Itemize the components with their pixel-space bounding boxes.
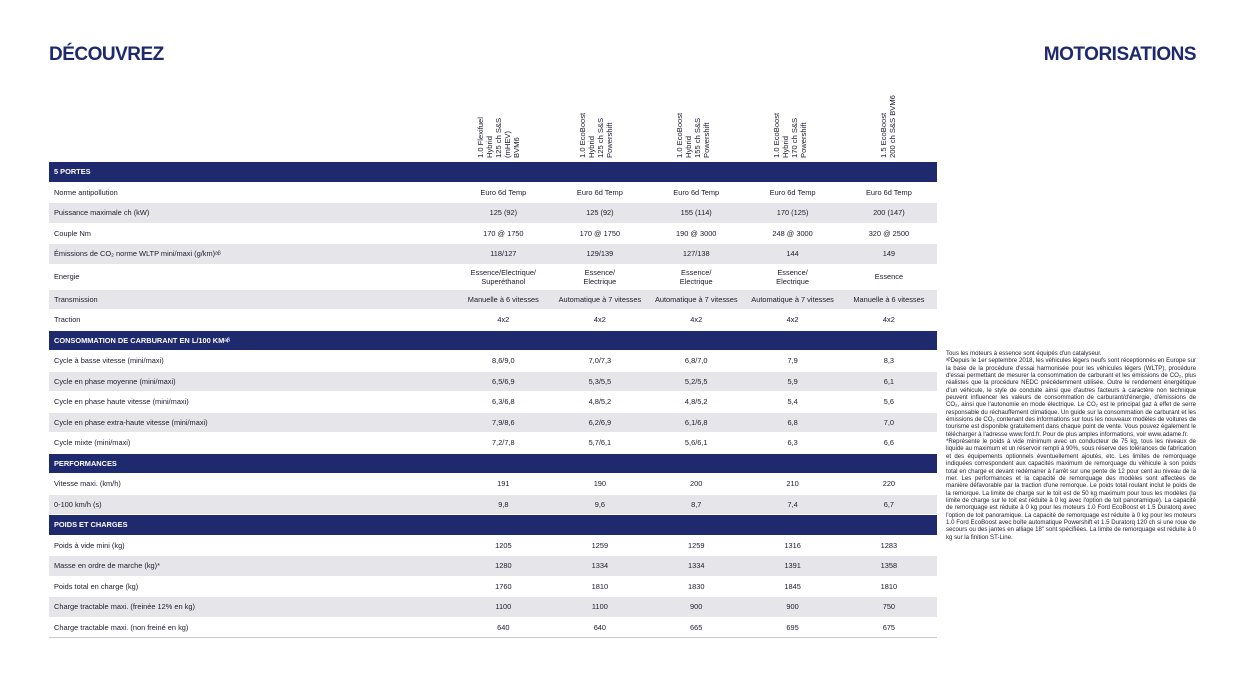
table-row (49, 264, 937, 289)
section-title: POIDS ET CHARGES (49, 515, 937, 536)
cell-value: 6,2/6,9 (552, 412, 648, 433)
cell-value: 8,3 (841, 351, 937, 372)
table-row (49, 617, 937, 638)
cell-value: Automatique à 7 vitesses (648, 289, 744, 310)
cell-value: 118/127 (455, 244, 552, 265)
cell-value: 6,1 (841, 371, 937, 392)
row-label: 0-100 km/h (s) (49, 494, 455, 515)
cell-value: 155 (114) (648, 203, 744, 224)
cell-value: 1205 (455, 535, 552, 556)
table-row (49, 556, 937, 577)
row-label: Émissions de CO₂ norme WLTP mini/maxi (g/km)ᵃᵝ (49, 244, 455, 265)
cell-value: Euro 6d Temp (841, 182, 937, 203)
row-label: Poids à vide mini (kg) (49, 535, 455, 556)
footnote: *Représente le poids à vide minimum avec un conducteur de 75 kg, tous les niveaux de liquide au maximum et un réservoir rempli à 90%, sous réserve des tolérances de fabrication et des équipements optionnels éventuellement ajoutés, etc. Les limites de remorquage indiquées correspondent aux capacités maximum de remorquage du véhicule à son poids total en charge et devant redémarrer à l'arrêt sur une pente de 12 pour cent au niveau de la mer. Les performances et la capacité de remorquage des modèles sont affectées de manière défavorable par la traction d'une remorque. Le poids total roulant inclut le poids de la remorque. La limite de charge sur le toit est de 50 kg maximum pour tous les modèles (la limite de charge sur le toit est réduite à 0 kg avec l'option de toit panoramique). La capacité de remorquage est réduite à 0 kg pour les moteurs 1.0 Ford EcoBoost et 1.5 Duratorq avec l'option de toit panoramique. La capacité de remorquage est réduite à 0 kg pour les moteurs 1.0 Ford EcoBoost avec boîte automatique Powershift et 1.5 Duratorq 120 ch si une roue de secours ou des jantes en alliage 18" sont spécifiées. La limite de remorquage est réduite à 0 kg sur la finition ST-Line. (946, 438, 1196, 541)
cell-value: 7,0 (841, 412, 937, 433)
specifications-table (49, 162, 937, 638)
section-title: 5 PORTES (49, 162, 937, 182)
cell-value: 5,2/5,5 (648, 371, 744, 392)
cell-value: 6,6 (841, 433, 937, 454)
table-row (49, 597, 937, 618)
section-title: PERFORMANCES (49, 453, 937, 474)
column-headers (0, 0, 1244, 160)
cell-value: Automatique à 7 vitesses (552, 289, 648, 310)
cell-value: 125 (92) (455, 203, 552, 224)
cell-value: Euro 6d Temp (648, 182, 744, 203)
page-title-right: MOTORISATIONS (1043, 44, 1196, 65)
section-header (49, 330, 937, 351)
cell-value: 8,6/9,0 (455, 351, 552, 372)
cell-value: 7,4 (744, 494, 840, 515)
cell-value: 675 (841, 617, 937, 638)
cell-value: 1760 (455, 576, 552, 597)
row-label: Cycle en phase haute vitesse (mini/maxi) (49, 392, 455, 413)
cell-value: 640 (455, 617, 552, 638)
cell-value: Euro 6d Temp (744, 182, 840, 203)
cell-value: 6,8 (744, 412, 840, 433)
cell-value: 1358 (841, 556, 937, 577)
column-header: 1.0 EcoBoost Hybrid 155 ch S&S Powershift (675, 112, 711, 158)
cell-value: 900 (648, 597, 744, 618)
cell-value: 5,7/6,1 (552, 433, 648, 454)
column-header: 1.0 Flexifuel Hybrid 125 ch S&S (mHEV) BVM6 (476, 117, 521, 158)
column-header: 1.0 EcoBoost Hybrid 170 ch S&S Powershift (772, 112, 808, 158)
cell-value: Essence/ Electrique (648, 264, 744, 289)
cell-value: 1259 (648, 535, 744, 556)
row-label: Charge tractable maxi. (non freiné en kg) (49, 617, 455, 638)
cell-value: 7,2/7,8 (455, 433, 552, 454)
cell-value: 4x2 (552, 310, 648, 331)
cell-value: 9,6 (552, 494, 648, 515)
cell-value: 6,5/6,9 (455, 371, 552, 392)
cell-value: 5,9 (744, 371, 840, 392)
table-row (49, 576, 937, 597)
column-header: 1.0 EcoBoost Hybrid 125 ch S&S Powershift (578, 112, 614, 158)
cell-value: 4,8/5,2 (552, 392, 648, 413)
cell-value: 127/138 (648, 244, 744, 265)
cell-value: 6,7 (841, 494, 937, 515)
table-row (49, 223, 937, 244)
cell-value: 5,4 (744, 392, 840, 413)
cell-value: 1259 (552, 535, 648, 556)
cell-value: 1100 (455, 597, 552, 618)
cell-value: 6,8/7,0 (648, 351, 744, 372)
cell-value: 125 (92) (552, 203, 648, 224)
cell-value: 1100 (552, 597, 648, 618)
cell-value: 640 (552, 617, 648, 638)
row-label: Puissance maximale ch (kW) (49, 203, 455, 224)
row-label: Couple Nm (49, 223, 455, 244)
cell-value: 1845 (744, 576, 840, 597)
cell-value: 750 (841, 597, 937, 618)
section-header (49, 162, 937, 182)
cell-value: 200 (147) (841, 203, 937, 224)
column-header: 1.5 EcoBoost 200 ch S&S BVM6 (879, 95, 897, 158)
cell-value: 210 (744, 474, 840, 495)
cell-value: 7,0/7,3 (552, 351, 648, 372)
cell-value: 4,8/5,2 (648, 392, 744, 413)
cell-value: 1830 (648, 576, 744, 597)
cell-value: Automatique à 7 vitesses (744, 289, 840, 310)
cell-value: 7,9 (744, 351, 840, 372)
table-row (49, 203, 937, 224)
row-label: Charge tractable maxi. (freinée 12% en kg) (49, 597, 455, 618)
section-header (49, 515, 937, 536)
cell-value: Manuelle à 6 vitesses (455, 289, 552, 310)
cell-value: 1316 (744, 535, 840, 556)
cell-value: 6,3 (744, 433, 840, 454)
cell-value: 8,7 (648, 494, 744, 515)
cell-value: Euro 6d Temp (455, 182, 552, 203)
cell-value: 4x2 (744, 310, 840, 331)
table-row (49, 351, 937, 372)
table-row (49, 412, 937, 433)
cell-value: 190 @ 3000 (648, 223, 744, 244)
cell-value: Essence (841, 264, 937, 289)
cell-value: 248 @ 3000 (744, 223, 840, 244)
specifications-body (49, 162, 937, 638)
cell-value: 320 @ 2500 (841, 223, 937, 244)
table-row (49, 392, 937, 413)
cell-value: 1810 (841, 576, 937, 597)
cell-value: 4x2 (455, 310, 552, 331)
row-label: Poids total en charge (kg) (49, 576, 455, 597)
cell-value: 4x2 (648, 310, 744, 331)
row-label: Transmission (49, 289, 455, 310)
table-row (49, 433, 937, 454)
cell-value: Essence/Electrique/ Superéthanol (455, 264, 552, 289)
row-label: Traction (49, 310, 455, 331)
cell-value: 170 @ 1750 (552, 223, 648, 244)
row-label: Cycle à basse vitesse (mini/maxi) (49, 351, 455, 372)
cell-value: 190 (552, 474, 648, 495)
table-row (49, 535, 937, 556)
cell-value: 4x2 (841, 310, 937, 331)
cell-value: Essence/ Electrique (744, 264, 840, 289)
cell-value: 220 (841, 474, 937, 495)
cell-value: 900 (744, 597, 840, 618)
cell-value: Essence/ Electrique (552, 264, 648, 289)
cell-value: 200 (648, 474, 744, 495)
row-label: Norme antipollution (49, 182, 455, 203)
cell-value: 9,8 (455, 494, 552, 515)
table-row (49, 474, 937, 495)
row-label: Cycle mixte (mini/maxi) (49, 433, 455, 454)
cell-value: 1280 (455, 556, 552, 577)
cell-value: 5,6/6,1 (648, 433, 744, 454)
footnotes (946, 350, 1196, 541)
cell-value: 695 (744, 617, 840, 638)
table-row (49, 494, 937, 515)
cell-value: 1391 (744, 556, 840, 577)
cell-value: 1334 (552, 556, 648, 577)
cell-value: 1283 (841, 535, 937, 556)
table-row (49, 371, 937, 392)
footnote: Tous les moteurs à essence sont équipés d'un catalyseur. (946, 350, 1102, 357)
row-label: Cycle en phase moyenne (mini/maxi) (49, 371, 455, 392)
section-title: CONSOMMATION DE CARBURANT EN L/100 KMᵃᵝ (49, 330, 937, 351)
cell-value: Euro 6d Temp (552, 182, 648, 203)
cell-value: 144 (744, 244, 840, 265)
cell-value: 170 (125) (744, 203, 840, 224)
cell-value: 6,3/6,8 (455, 392, 552, 413)
cell-value: 1810 (552, 576, 648, 597)
cell-value: 129/139 (552, 244, 648, 265)
cell-value: Manuelle à 6 vitesses (841, 289, 937, 310)
footnote: ᵃᵝDepuis le 1er septembre 2018, les véhicules légers neufs sont réceptionnés en Europe sur la base de la procédure d'essai harmonisée pour les véhicules légers (WLTP), procédure d'essai permettant de mesurer la consommation de carburant et les émissions de CO₂, plus réalistes que la procédure NEDC précédemment utilisée. Outre le rendement énergétique d'un véhicule, le style de conduite ainsi que d'autres facteurs à caractère non technique peuvent influencer les valeurs de consommation de carburant/d'énergie, d'émissions de CO₂, ainsi que l'autonomie en mode électrique. Le CO₂ est le principal gaz à effet de serre responsable du réchauffement climatique. Un guide sur la consommation de carburant et les émissions de CO₂ contenant des informations sur tous les nouveaux modèles de voitures de tourisme est disponible gratuitement dans chaque point de vente. Vous pouvez également le télécharger à l'adresse www.ford.fr. Pour de plus amples informations, voir www.adame.fr. (946, 357, 1196, 438)
cell-value: 191 (455, 474, 552, 495)
row-label: Cycle en phase extra-haute vitesse (mini/maxi) (49, 412, 455, 433)
table-row (49, 182, 937, 203)
cell-value: 665 (648, 617, 744, 638)
section-header (49, 453, 937, 474)
cell-value: 170 @ 1750 (455, 223, 552, 244)
page-title-left: DÉCOUVREZ (49, 44, 164, 65)
cell-value: 5,3/5,5 (552, 371, 648, 392)
row-label: Vitesse maxi. (km/h) (49, 474, 455, 495)
row-label: Energie (49, 264, 455, 289)
table-row (49, 310, 937, 331)
cell-value: 6,1/6,8 (648, 412, 744, 433)
table-row (49, 289, 937, 310)
cell-value: 149 (841, 244, 937, 265)
cell-value: 1334 (648, 556, 744, 577)
table-row (49, 244, 937, 265)
cell-value: 5,6 (841, 392, 937, 413)
row-label: Masse en ordre de marche (kg)* (49, 556, 455, 577)
cell-value: 7,9/8,6 (455, 412, 552, 433)
